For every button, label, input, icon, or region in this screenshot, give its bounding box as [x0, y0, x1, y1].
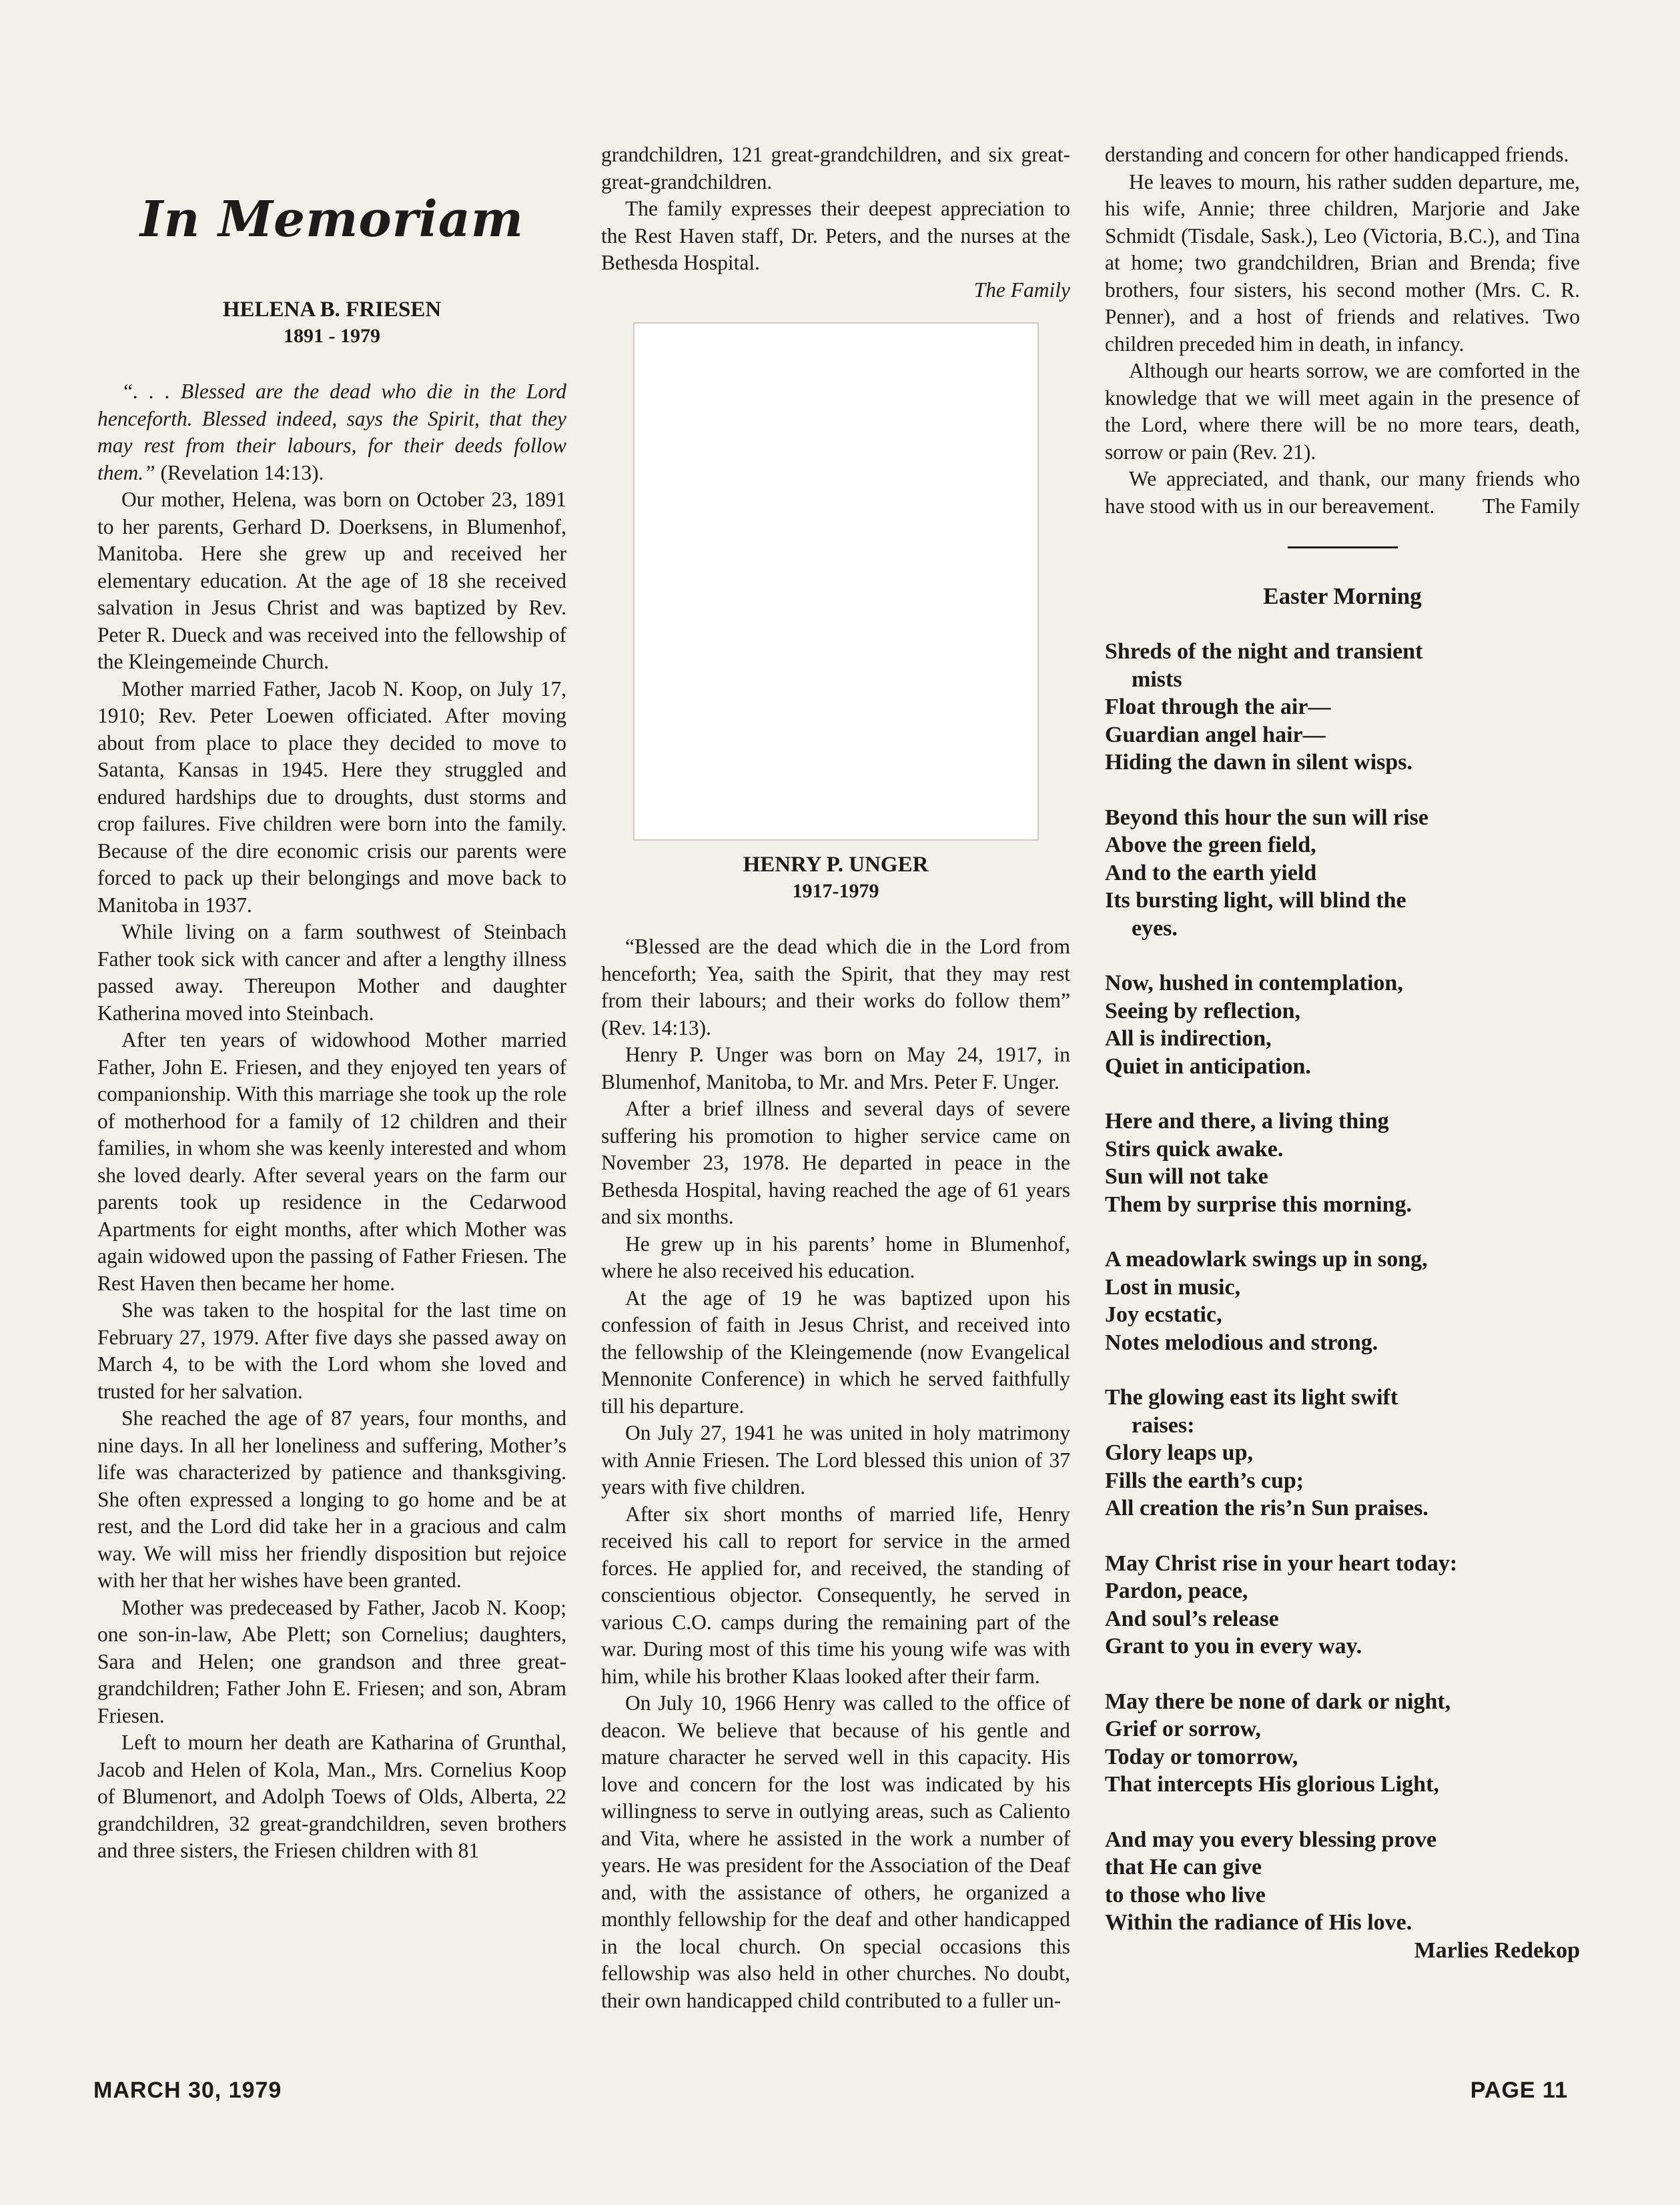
obituary-paragraph: After ten years of widowhood Mother married Father, John E. Friesen, and they enjoyed ten years of companionship. With this marriage she took up the role of motherhood for a family of 12 children and their families, in whom she was keenly interested and whom she loved dearly. After several years on the farm our parents took up residence in the Cedarwood Apartments for eight months, after which Mother was again widowed upon the passing of Father Friesen. The Rest Haven then became her home.: [97, 1028, 566, 1295]
obituary-paragraph: “Blessed are the dead which die in the Lord from henceforth; Yea, saith the Spirit, that they may rest from their labours; and their works do follow them” (Rev. 14:13).: [601, 935, 1070, 1039]
poem-line: The glowing east its light swift: [1105, 1385, 1398, 1410]
poem-line: And soul’s release: [1105, 1606, 1279, 1631]
scripture-quote: [97, 378, 566, 486]
family-signature: The Family: [1482, 494, 1580, 518]
poem-line: Lost in music,: [1105, 1274, 1241, 1300]
issue-date: MARCH 30, 1979: [93, 2078, 282, 2103]
poem-line: All creation the ris’n Sun praises.: [1105, 1496, 1428, 1520]
obituary-name: HELENA B. FRIESEN: [222, 298, 442, 322]
obituary-paragraph: On July 10, 1966 Henry was called to the office of deacon. We believe that because of his gentle and mature character he served well in this capacity. His love and concern for the lost was indicated by his willingness to serve in outlying areas, such as Caliento and Vita, where he assisted in the work a number of years. He was president for the Association of the Deaf and, with the assistance of others, he organized a monthly fellowship for the deaf and other handicapped in the local church. On special occasions this fellowship was also held in other churches. No doubt, their own handicapped child contributed to a fuller un-: [601, 1691, 1070, 2012]
obituary-dates: 1891 - 1979: [284, 325, 380, 347]
section-heading: In Memoriam: [139, 191, 524, 248]
poem-stanza: [1105, 969, 1580, 1080]
poem-author: Marlies Redekop: [1414, 1937, 1580, 1963]
poem-line: A meadowlark swings up in song,: [1105, 1247, 1428, 1272]
column-left: [97, 141, 566, 1865]
page-number: PAGE 11: [1470, 2078, 1568, 2103]
poem-line: that He can give: [1105, 1855, 1262, 1879]
poem-line: Glory leaps up,: [1105, 1440, 1253, 1465]
poem-line: eyes.: [1132, 915, 1178, 941]
poem-stanza: [1105, 638, 1580, 777]
poem-line: May there be none of dark or night,: [1105, 1689, 1451, 1714]
obituary-dates: 1917-1979: [792, 880, 879, 902]
poem-line: Seeing by reflection,: [1105, 998, 1301, 1023]
poem-line: Hiding the dawn in silent wisps.: [1105, 750, 1413, 775]
column-middle: [601, 141, 1070, 2014]
poem-stanza: [1105, 1384, 1580, 1522]
family-signature: The Family: [973, 278, 1070, 302]
poem-line: raises:: [1132, 1412, 1195, 1438]
obituary-paragraph: She was taken to the hospital for the last time on February 27, 1979. After five days she passed away on March 4, to be with the Lord whom she loved and trusted for her salvation.: [97, 1298, 566, 1403]
poem-line: Its bursting light, will blind the: [1105, 888, 1406, 913]
closing-text: We appreciated, and thank, our many friends who have stood with us in our bereavement.: [1105, 467, 1580, 518]
obituary-paragraph: At the age of 19 he was baptized upon his confession of faith in Jesus Christ, and received into the fellowship of the Kleingemende (now Evangelical Mennonite Conference) in which he served faithfully till his departure.: [601, 1286, 1070, 1418]
poem-stanza: [1105, 1246, 1580, 1356]
obituary-paragraph: On July 27, 1941 he was united in holy matrimony with Annie Friesen. The Lord blessed this union of 37 years with five children.: [601, 1421, 1070, 1498]
obituary-paragraph: While living on a farm southwest of Steinbach Father took sick with cancer and after a lengthy illness passed away. Thereupon Mother and daughter Katherina moved into Steinbach.: [97, 920, 566, 1025]
poem-line: Beyond this hour the sun will rise: [1105, 805, 1428, 830]
poem-line: Here and there, a living thing: [1105, 1109, 1389, 1134]
poem-line: Sun will not take: [1105, 1164, 1268, 1189]
obituary-paragraph: After a brief illness and several days of severe suffering his promotion to higher service came on November 23, 1978. He departed in peace in the Bethesda Hospital, having reached the age of 61 years and six months.: [601, 1097, 1070, 1228]
scripture-text: “. . . Blessed are the dead who die in the Lord henceforth. Blessed indeed, says the Spirit, that they may rest from their labours, for their deeds follow them.”: [97, 380, 566, 484]
poem-line: Today or tomorrow,: [1105, 1744, 1298, 1769]
poem-line: Float through the air—: [1105, 695, 1331, 719]
obituary-paragraph: Henry P. Unger was born on May 24, 1917, in Blumenhof, Manitoba, to Mr. and Mrs. Peter F. Unger.: [601, 1043, 1070, 1093]
poem-line: Above the green field,: [1105, 833, 1316, 857]
obituary-paragraph: She reached the age of 87 years, four months, and nine days. In all her loneliness and suffering, Mother’s life was characterized by patience and thanksgiving. She often expressed a longing to go home and be at rest, and the Lord did take her in a gracious and calm way. We will miss her friendly disposition but rejoice with her that her wishes have been granted.: [97, 1406, 566, 1592]
poem-line: Quiet in anticipation.: [1105, 1053, 1311, 1079]
closing-paragraph: [1105, 466, 1580, 520]
poem-line: Fills the earth’s cup;: [1105, 1468, 1304, 1493]
poem-stanza: [1105, 1826, 1580, 1937]
poem-line: Notes melodious and strong.: [1105, 1330, 1378, 1355]
poem-line: And to the earth yield: [1105, 860, 1317, 885]
poem-line: Grief or sorrow,: [1105, 1717, 1261, 1741]
poem-line: Joy ecstatic,: [1105, 1302, 1222, 1327]
obituary-paragraph: After six short months of married life, Henry received his call to report for service in the armed forces. He applied for, and received, the standing of conscientious objector. Consequently, he served in various C.O. camps during the remaining part of the war. During most of this time his young wife was with him, while his brother Klaas looked after their farm.: [601, 1502, 1070, 1688]
obituary-paragraph: Left to mourn her death are Katharina of Grunthal, Jacob and Helen of Kola, Man., Mrs. Cornelius Koop of Blumenort, and Adolph Toews of Olds, Alberta, 22 grandchildren, 32 great-grandchildren, seven brothers and three sisters, the Friesen children with 81: [97, 1731, 566, 1862]
poem-line: That intercepts His glorious Light,: [1105, 1772, 1439, 1797]
poem-line: Guardian angel hair—: [1105, 722, 1326, 747]
poem-line: May Christ rise in your heart today:: [1105, 1551, 1458, 1576]
obituary-paragraph: Mother was predeceased by Father, Jacob N. Koop; one son-in-law, Abe Plett; son Cornelius; daughters, Sara and Helen; one grandson and three great-grandchildren; Father John E. Friesen; and son, Abram Friesen.: [97, 1595, 566, 1727]
portrait-photo-placeholder: [633, 322, 1039, 841]
poem-body: [1105, 638, 1580, 1937]
poem-line: Stirs quick awake.: [1105, 1136, 1284, 1162]
obituary-paragraph: Our mother, Helena, was born on October 23, 1891 to her parents, Gerhard D. Doerksens, in Blumenhof, Manitoba. Here she grew up and received her elementary education. At the age of 18 she received salvation in Jesus Christ and was baptized by Rev. Peter R. Dueck and was received into the fellowship of the Kleingemeinde Church.: [97, 488, 566, 673]
poem-line: Within the radiance of His love.: [1105, 1910, 1412, 1935]
column-right: [1105, 141, 1580, 1964]
poem-line: Shreds of the night and transient: [1105, 639, 1423, 664]
poem-line: to those who live: [1105, 1882, 1266, 1907]
appreciation-paragraph: The family expresses their deepest appreciation to the Rest Haven staff, Dr. Peters, and the nurses at the Bethesda Hospital.: [601, 197, 1070, 274]
poem-stanza: [1105, 1108, 1580, 1218]
poem-line: Now, hushed in contemplation,: [1105, 971, 1403, 995]
obituary-paragraph: He grew up in his parents’ home in Blumenhof, where he also received his education.: [601, 1232, 1070, 1282]
poem-line: mists: [1132, 667, 1182, 692]
continued-paragraph: grandchildren, 121 great-grandchildren, and six great-great-grandchildren.: [601, 143, 1070, 193]
poem-title: Easter Morning: [1263, 583, 1422, 609]
obituary-paragraph: He leaves to mourn, his rather sudden departure, me, his wife, Annie; three children, Marjorie and Jake Schmidt (Tisdale, Sask.), Leo (Victoria, B.C.), and Tina at home; two grandchildren, Brian and Brenda; five brothers, four sisters, his second mother (Mrs. C. R. Penner), and a host of friends and relatives. Two children preceded him in death, in infancy.: [1105, 169, 1580, 356]
poem-line: Grant to you in every way.: [1105, 1634, 1362, 1659]
poem-line: Them by surprise this morning.: [1105, 1192, 1412, 1217]
poem-line: Pardon, peace,: [1105, 1579, 1248, 1603]
obituary-paragraph: Mother married Father, Jacob N. Koop, on July 17, 1910; Rev. Peter Loewen officiated. After moving about from place to place they decided to move to Satanta, Kansas in 1945. Here they struggled and endured hardships due to droughts, dust storms and crop failures. Five children were born into the family. Because of the dire economic crisis our parents were forced to pack up their belongings and move back to Manitoba in 1937.: [97, 677, 566, 917]
poem-stanza: [1105, 1688, 1580, 1799]
poem-line: All is indirection,: [1105, 1026, 1272, 1051]
scripture-reference: (Revelation 14:13).: [155, 460, 324, 484]
obituary-paragraph: Although our hearts sorrow, we are comforted in the knowledge that we will meet again in the presence of the Lord, where there will be no more tears, death, sorrow or pain (Rev. 21).: [1105, 359, 1580, 464]
obituary-name: HENRY P. UNGER: [743, 853, 929, 877]
continued-paragraph: derstanding and concern for other handicapped friends.: [1105, 143, 1569, 166]
poem-stanza: [1105, 1550, 1580, 1661]
poem-stanza: [1105, 804, 1580, 943]
section-divider: [1288, 546, 1398, 548]
poem-line: And may you every blessing prove: [1105, 1827, 1437, 1852]
